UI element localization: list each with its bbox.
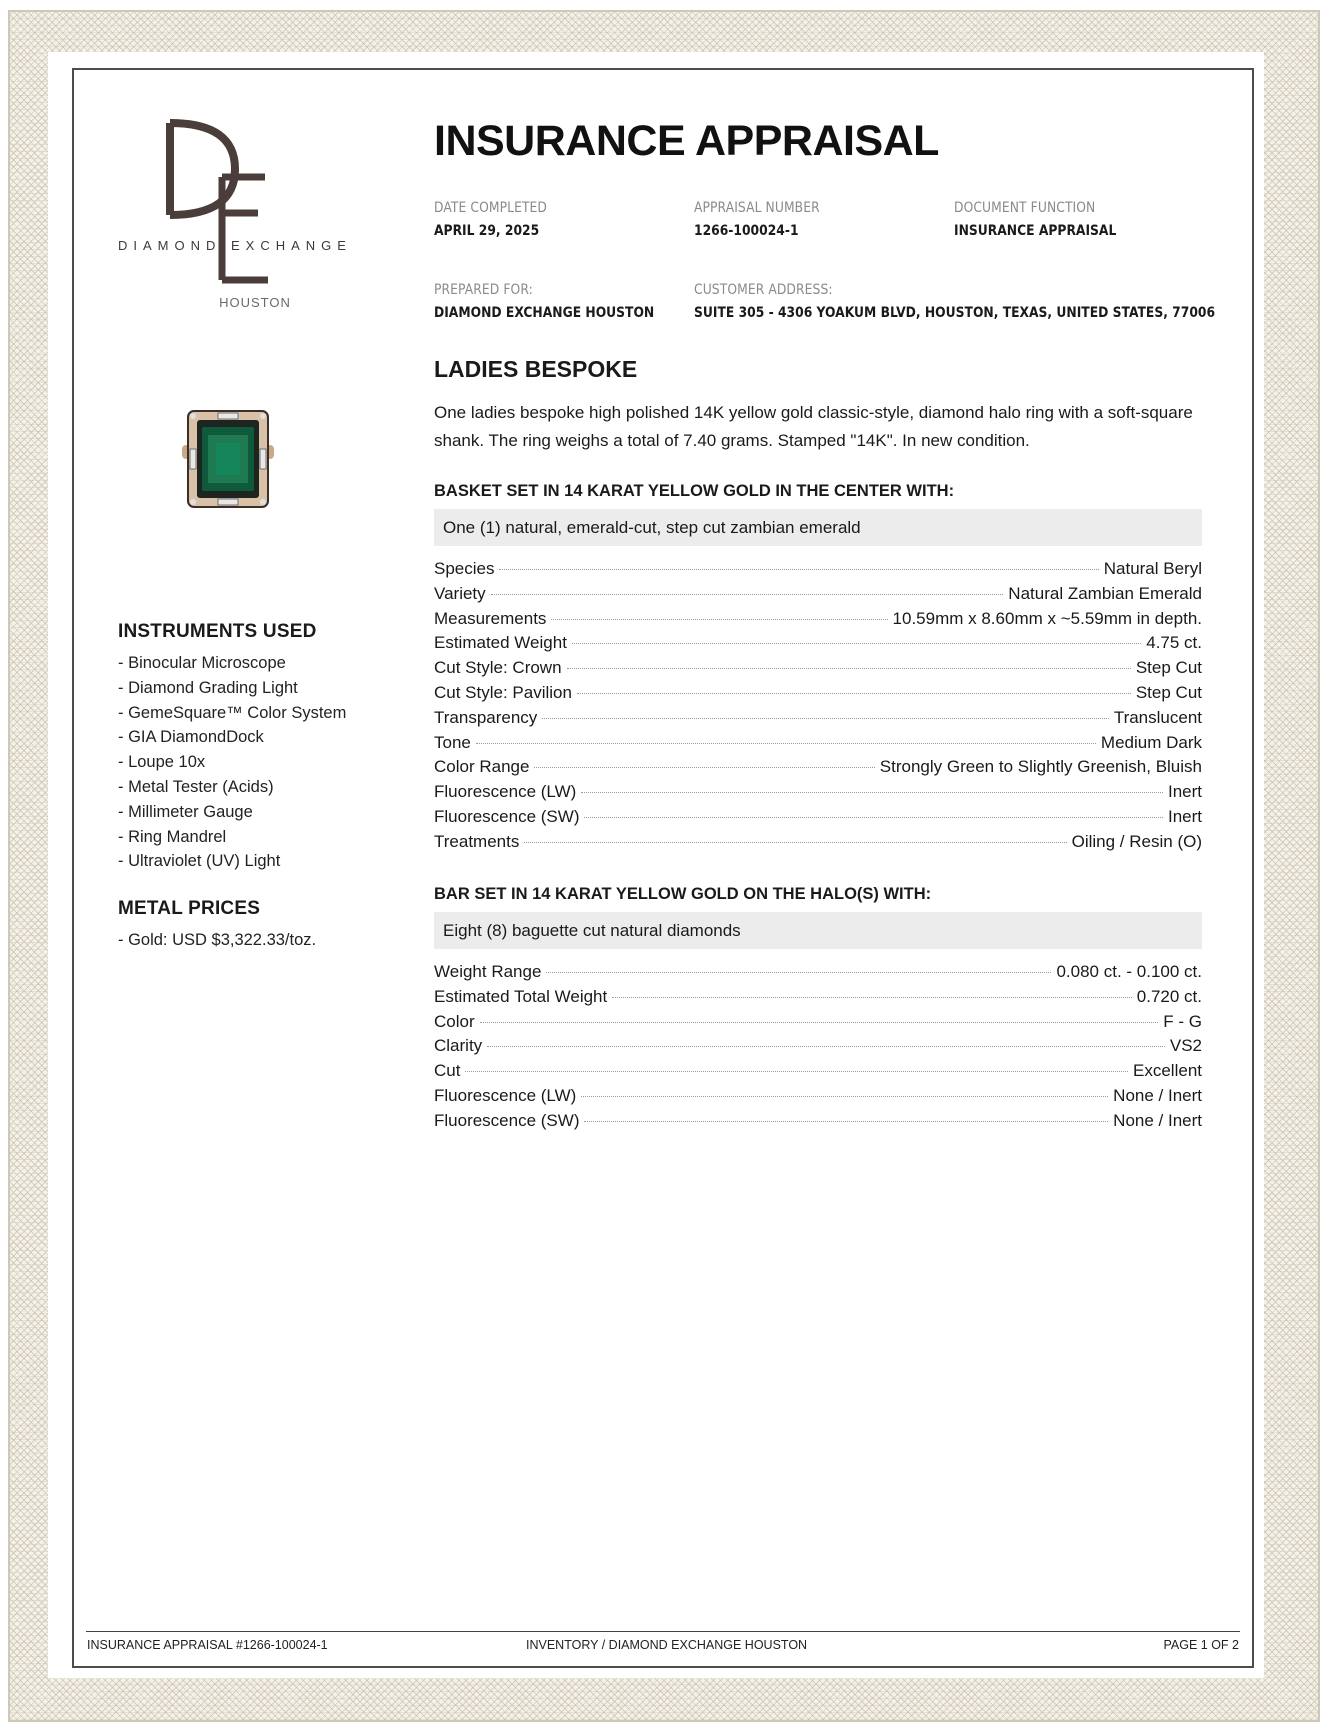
customer-address-value: SUITE 305 - 4306 YOAKUM BLVD, HOUSTON, TEXAS, UNITED STATES, 77006 (694, 305, 1216, 321)
dot-leader (584, 817, 1162, 818)
spec-row (434, 683, 1202, 708)
dot-leader (499, 569, 1098, 570)
spec-label: Color Range (434, 757, 530, 777)
list-item: - GemeSquare™ Color System (118, 703, 347, 722)
appraisal-number-label: APPRAISAL NUMBER (694, 200, 820, 216)
dot-leader (487, 1046, 1165, 1047)
metal-prices-list (118, 928, 378, 953)
instruments-heading: INSTRUMENTS USED (118, 621, 317, 642)
spec-value: Excellent (1133, 1061, 1202, 1081)
list-item: - Metal Tester (Acids) (118, 777, 274, 796)
meta-date (434, 200, 562, 239)
prepared-for-value: DIAMOND EXCHANGE HOUSTON (434, 305, 655, 321)
spec-label: Fluorescence (LW) (434, 782, 577, 802)
dot-leader (581, 1096, 1108, 1097)
footer-divider (86, 1631, 1240, 1632)
spec-value: 4.75 ct. (1146, 633, 1202, 653)
spec-row (434, 1036, 1202, 1061)
spec-label: Treatments (434, 831, 520, 851)
dot-leader (572, 643, 1141, 644)
footer-center: INVENTORY / DIAMOND EXCHANGE HOUSTON (526, 1638, 808, 1652)
spec-value: Natural Zambian Emerald (1008, 583, 1202, 603)
list-item: - Ultraviolet (UV) Light (118, 852, 281, 871)
list-item: - Diamond Grading Light (118, 678, 298, 697)
spec-label: Species (434, 559, 495, 578)
center-spec-table (434, 559, 1202, 857)
spec-label: Clarity (434, 1036, 483, 1056)
spec-row (434, 559, 1202, 584)
spec-row (434, 1111, 1202, 1136)
logo-wordmark: DIAMOND EXCHANGE (118, 238, 352, 253)
list-item: - Gold: USD $3,322.33/toz. (118, 931, 317, 950)
de-logo-mark (110, 115, 380, 315)
spec-row (434, 962, 1202, 987)
spec-row (434, 708, 1202, 733)
date-value: APRIL 29, 2025 (434, 223, 540, 239)
spec-value: Step Cut (1135, 682, 1202, 702)
spec-value: Inert (1167, 806, 1202, 826)
item-description: One ladies bespoke high polished 14K yellow gold classic-style, diamond halo ring with a soft-square shank. The ring weighs a total of 7.40 grams. Stamped "14K". In new condition. (434, 403, 1193, 450)
spec-label: Transparency (434, 707, 538, 727)
spec-value: None / Inert (1113, 1085, 1202, 1105)
list-item: - Ring Mandrel (118, 827, 227, 846)
spec-value: Medium Dark (1100, 732, 1202, 752)
document-function-value: INSURANCE APPRAISAL (954, 223, 1117, 239)
spec-row (434, 807, 1202, 832)
footer-left: INSURANCE APPRAISAL #1266-100024-1 (87, 1638, 328, 1652)
spec-label: Tone (434, 732, 471, 752)
spec-label: Cut (434, 1061, 461, 1081)
halo-stone-box: Eight (8) baguette cut natural diamonds (434, 912, 1202, 949)
instruments-list (118, 651, 378, 874)
dot-leader (524, 842, 1066, 843)
customer-address-label: CUSTOMER ADDRESS: (694, 282, 833, 298)
footer-page-number: PAGE 1 OF 2 (1163, 1638, 1239, 1652)
spec-label: Cut Style: Crown (434, 658, 562, 678)
item-title: LADIES BESPOKE (434, 356, 638, 382)
spec-row (434, 1086, 1202, 1111)
spec-value: Step Cut (1135, 658, 1202, 678)
spec-value: VS2 (1169, 1036, 1202, 1056)
dot-leader (567, 668, 1131, 669)
meta-number (694, 200, 837, 239)
date-label: DATE COMPLETED (434, 200, 548, 216)
spec-label: Fluorescence (SW) (434, 1110, 580, 1130)
center-stone-box: One (1) natural, emerald-cut, step cut zambian emerald (434, 509, 1202, 546)
left-column (118, 621, 378, 953)
spec-label: Weight Range (434, 962, 542, 981)
spec-row (434, 1012, 1202, 1037)
dot-leader (581, 792, 1163, 793)
logo-city: HOUSTON (219, 295, 291, 310)
spec-row (434, 658, 1202, 683)
ring-image (178, 405, 278, 513)
list-item: - Binocular Microscope (118, 654, 286, 672)
list-item: - GIA DiamondDock (118, 728, 264, 747)
halo-spec-table (434, 962, 1202, 1136)
spec-value: Oiling / Resin (O) (1071, 831, 1202, 851)
page-title: INSURANCE APPRAISAL (434, 117, 939, 165)
spec-value: F - G (1163, 1011, 1202, 1031)
spec-value: 0.080 ct. - 0.100 ct. (1056, 962, 1202, 981)
dot-leader (542, 718, 1109, 719)
list-item: - Loupe 10x (118, 753, 206, 772)
meta-function (954, 200, 1138, 239)
dot-leader (546, 972, 1051, 973)
halo-heading: BAR SET IN 14 KARAT YELLOW GOLD ON THE HALO(S) WITH: (434, 885, 932, 903)
dot-leader (577, 693, 1131, 694)
dot-leader (480, 1022, 1159, 1023)
spec-label: Estimated Total Weight (434, 986, 608, 1006)
spec-label: Fluorescence (LW) (434, 1085, 577, 1105)
spec-label: Color (434, 1011, 475, 1031)
meta-address (694, 282, 1286, 321)
spec-value: Inert (1167, 782, 1202, 802)
metal-prices-heading: METAL PRICES (118, 898, 261, 920)
list-item: - Millimeter Gauge (118, 802, 253, 821)
spec-label: Estimated Weight (434, 633, 567, 653)
dot-leader (534, 767, 874, 768)
dot-leader (465, 1071, 1128, 1072)
spec-row (434, 633, 1202, 658)
spec-value: Strongly Green to Slightly Greenish, Bluish (879, 757, 1202, 777)
spec-value: Natural Beryl (1103, 559, 1202, 578)
spec-value: 10.59mm x 8.60mm x ~5.59mm in depth. (892, 608, 1202, 628)
spec-value: Translucent (1113, 707, 1202, 727)
center-heading: BASKET SET IN 14 KARAT YELLOW GOLD IN THE CENTER WITH: (434, 482, 955, 500)
spec-label: Variety (434, 583, 486, 603)
appraisal-number-value: 1266-100024-1 (694, 223, 799, 239)
dot-leader (584, 1121, 1108, 1122)
spec-label: Measurements (434, 608, 547, 628)
spec-label: Fluorescence (SW) (434, 806, 580, 826)
dot-leader (612, 997, 1132, 998)
spec-value: None / Inert (1113, 1110, 1202, 1130)
meta-prepared (434, 282, 684, 321)
spec-value: 0.720 ct. (1136, 986, 1202, 1006)
spec-row (434, 757, 1202, 782)
dot-leader (476, 743, 1096, 744)
spec-row (434, 609, 1202, 634)
spec-label: Cut Style: Pavilion (434, 682, 572, 702)
document-function-label: DOCUMENT FUNCTION (954, 200, 1096, 216)
dot-leader (551, 619, 887, 620)
spec-row (434, 987, 1202, 1012)
spec-row (434, 1061, 1202, 1086)
spec-row (434, 584, 1202, 609)
dot-leader (491, 594, 1004, 595)
spec-row (434, 782, 1202, 807)
spec-row (434, 832, 1202, 857)
spec-row (434, 733, 1202, 758)
prepared-for-label: PREPARED FOR: (434, 282, 533, 298)
